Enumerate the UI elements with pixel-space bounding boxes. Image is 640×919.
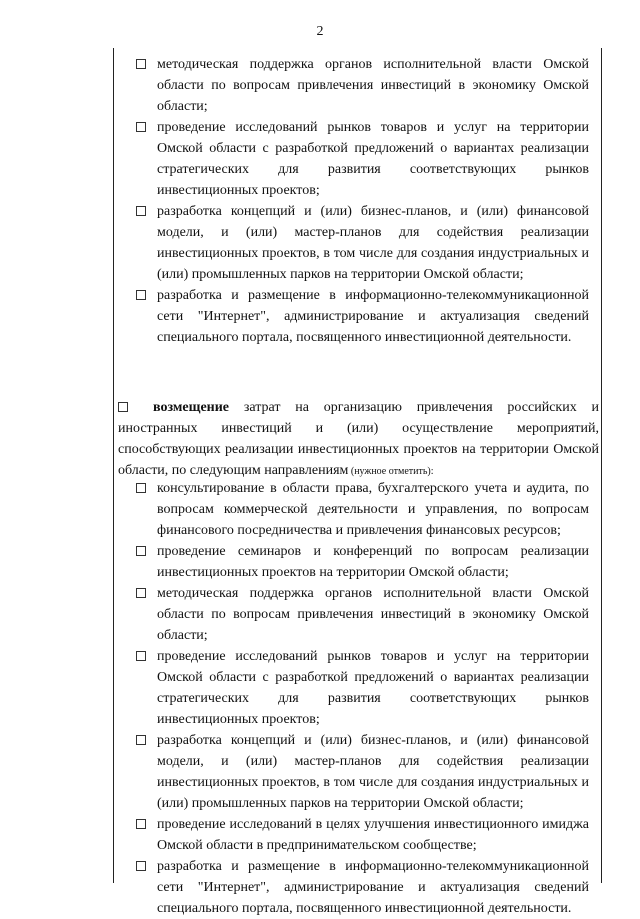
list-item-text: разработка и размещение в информационно-телекоммуникационной сети "Интернет", администрирование и актуализация сведений специального портала, посвященного инвестиционной деятельности. (157, 859, 589, 916)
list-item (144, 285, 589, 348)
reimbursement-bold-word: возмещение (153, 400, 230, 415)
checkbox[interactable] (136, 819, 146, 829)
checkbox[interactable] (136, 206, 146, 216)
list-item (144, 583, 589, 646)
page-number: 2 (316, 24, 324, 39)
list-item-text: методическая поддержка органов исполнительной власти Омской области по вопросам привлечения инвестиций в экономику Омской области; (157, 586, 589, 643)
list-item-text: разработка концепций и (или) бизнес-планов, и (или) финансовой модели, и (или) мастер-планов для содействия реализации инвестиционных проектов, в том числе для создания индустриальных и (или) промышленных парков на территории Омской области; (157, 204, 589, 282)
list-item-text: проведение исследований в целях улучшения инвестиционного имиджа Омской области в предпринимательском сообществе; (157, 817, 589, 853)
checkbox[interactable] (136, 861, 146, 871)
reimbursement-paragraph (118, 397, 599, 481)
list-item (144, 646, 589, 730)
list-item (144, 541, 589, 583)
top-direction-list (144, 54, 589, 348)
list-item-text: проведение исследований рынков товаров и услуг на территории Омской области с разработкой предложений о вариантах реализации стратегических для развития соответствующих рынков инвестиционных проектов; (157, 649, 589, 727)
list-item-text: проведение исследований рынков товаров и услуг на территории Омской области с разработкой предложений о вариантах реализации стратегических для развития соответствующих рынков инвестиционных проектов; (157, 120, 589, 198)
bottom-direction-list (144, 478, 589, 919)
list-item (144, 856, 589, 919)
list-item-text: проведение семинаров и конференций по вопросам реализации инвестиционных проектов на территории Омской области; (157, 544, 589, 580)
form-table-cell (113, 48, 602, 916)
checkbox[interactable] (136, 588, 146, 598)
list-item-text: консультирование в области права, бухгалтерского учета и аудита, по вопросам коммерческой деятельности и управления, по вопросам финансового посредничества и привлечения финансовых ресурсов; (157, 481, 589, 538)
list-item (144, 117, 589, 201)
list-item-text: методическая поддержка органов исполнительной власти Омской области по вопросам привлечения инвестиций в экономику Омской области; (157, 57, 589, 114)
checkbox[interactable] (136, 290, 146, 300)
list-item (144, 814, 589, 856)
list-item (144, 201, 589, 285)
checkbox[interactable] (136, 483, 146, 493)
reimbursement-checkbox[interactable] (118, 402, 128, 412)
list-item-text: разработка концепций и (или) бизнес-планов, и (или) финансовой модели, и (или) мастер-планов для содействия реализации инвестиционных проектов, в том числе для создания индустриальных и (или) промышленных парков на территории Омской области; (157, 733, 589, 811)
reimbursement-body: затрат на организацию привлечения российских и иностранных инвестиций и (или) осуществление мероприятий, способствующих реализации инвестиционных проектов на территории Омской области, по следующим направлениям (118, 400, 599, 478)
reimbursement-hint: (нужное отметить): (348, 466, 434, 477)
checkbox[interactable] (136, 122, 146, 132)
checkbox[interactable] (136, 735, 146, 745)
reimbursement-text (118, 397, 599, 481)
checkbox[interactable] (136, 59, 146, 69)
checkbox[interactable] (136, 651, 146, 661)
list-item (144, 54, 589, 117)
list-item (144, 478, 589, 541)
list-item-text: разработка и размещение в информационно-телекоммуникационной сети "Интернет", администрирование и актуализация сведений специального портала, посвященного инвестиционной деятельности. (157, 288, 589, 345)
checkbox[interactable] (136, 546, 146, 556)
list-item (144, 730, 589, 814)
